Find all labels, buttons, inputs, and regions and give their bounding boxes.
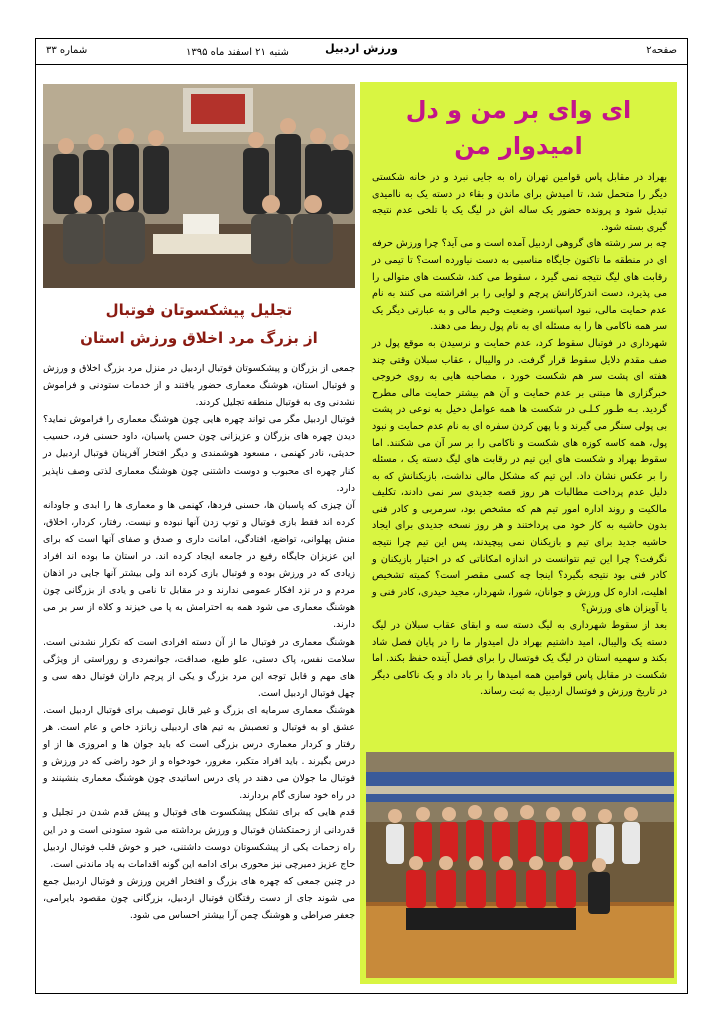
right-article-body (372, 170, 667, 701)
left-paragraph: در چنین جمعی که چهره های بزرگ و افتخار افرین ورزش و فوتبال اردبیل جمع می شوند جای از دست رفتگان فوتبال اردبیل، بزرگانی چون مقصود بایرامی، جعفر صراطی و هوشنگ چمن آرا بیشتر احساس می شود. (43, 875, 355, 921)
left-title-line2: از بزرگ مرد اخلاق ورزش استان (80, 329, 318, 347)
right-paragraph: چه بر سر رشته های گروهی اردبیل آمده است و می آید؟ چرا ورزش حرفه ای در منطقه ما تاکنون جایگاه مناسبی به دست نیاورده است؟ تا تیمی در رقابت های لیگ نتیجه نمی گیرد ، سقوط می کند، شکست های متوالی را می پذیرد، دست اندرکارانش پرچم و لوایی را بر افراشته می کنند به نام عدم حمایت مالی، نبود اسپانسر، وضعیت وخیم مالی و به عبارتی دیگر یک سر همه ناکامی ها را به مسئله ای به نام پول ربط می دهند. (372, 238, 667, 333)
right-title-line1: ای وای بر من و دل (405, 96, 632, 124)
right-paragraph: بهراد در مقابل پاس قوامین تهران راه به جایی نبرد و در خانه شکستی دیگر را متحمل شد، تا امیدش برای ماندن و بقاء در دسته یک به ناامیدی تبدیل شود و پرونده حضور یک ساله اش در لیگ یک با تلخی عدم نتیجه گیری بسته شود. (372, 172, 667, 233)
left-article-body (43, 360, 355, 924)
left-title-line1: تجلیل پیشکسوتان فوتبال (105, 301, 293, 319)
section-title: ورزش اردبیل (325, 42, 398, 55)
left-article-title (43, 296, 355, 352)
right-paragraph: شهرداری در فوتبال سقوط کرد، عدم حمایت و نرسیدن به موقع پول در صف مقدم دلایل سقوط قرار گرفت. در والیبال ، عقاب سبلان وقتی چند هفته ای پشت سر هم شکست خورد ، مصاحبه هایی به روی خروجی خبرگزاری ها مبتنی بر عدم حمایت و آن هم بیشتر حمایت مالی مطرح گردید. بـه طـور کـلـی در شکست ها همه عوامل دخیل به نوعی در پشت بی پولی سنگر می گیرند و با پهن کردن سفره ای به نام عدم حمایت و نبود پول، همه کاسه کوزه های شکست و ناکامی را بر سر آن می شکنند. اما سقوط بهراد و شکست های این تیم در رقابت های لیگ دسته یک ، مسئله را بر عکس نشان داد. این تیم که مشکل مالی نداشت، بازیکنانش که به دلیل عدم پرداخت مطالبات هر روز قصه جدیدی سر نمی دادند، تکلیف مالکیت و روند اداره امور تیم هم که مشخص بود، سرمربی و کادر فنی بدون حاشیه به کار خود می پرداختند و هر روز نسخه جدیدی برای ایجاد حاشیه جدید برای تیم و بازیکنان نمی پیچیدند، پس این تیم چرا نتیجه نگرفت؟ چرا این تیم نتوانست در اندازه امکاناتی که در اختیار بازیکنان و کادر فنی بود نتیجه بگیرد؟ اینجا چه کسی مقصر است؟ کمیته تشخیص اهلیت، اداره کل ورزش و جوانان، شورا، شهردار، مجید حیدری، کادر فنی و یا آویزان های ورزش؟ (372, 337, 667, 615)
right-paragraph: بعد از سقوط شهرداری به لیگ دسته سه و ابقای عقاب سبلان در لیگ دسته یک والیبال، امید داشتیم بهراد دل امیدوار ما را در پایان فصل شاد بکند و سهمیه استان در لیگ یک فوتسال را برای فصل آینده حفظ بکند. اما شکست در مقابل پاس قوامین همه امیدها را بر باد داد و یک ناکامی دیگر در تاریخ ورزش و فوتسال اردبیل به ثبت رساند. (372, 620, 667, 698)
right-title-line2: امیدوار من (454, 132, 583, 160)
left-paragraph: هوشنگ معماری سرمایه ای بزرگ و غیر قابل توصیف برای فوتبال اردبیل است. عشق او به فوتبال و تعصبش به تیم های اردبیلی زبانزد خاص و عام است. هر رفتار و کردار معماری درس بزرگی است که باید جوان ها و امروزی ها از او درس بگیرند . باید افراد متکبر، مغرور، خودخواه و از خود راضی که در ورزش و فوتبال ما جولان می دهند در پای درس اساتیدی چون هوشنگ معماری بنشینند و در راه خود سازی گام بردارند. (43, 704, 355, 802)
group-photo-illustration (43, 84, 355, 288)
team-photo (366, 752, 674, 978)
group-photo (43, 84, 355, 288)
right-article-title (360, 92, 677, 164)
issue-number: شماره ۳۳ (46, 45, 88, 56)
page-number: صفحه۲ (646, 45, 677, 56)
left-paragraph: هوشنگ معماری در فوتبال ما از آن دسته افرادی است که تکرار نشدنی است. سلامت نفس، پاک دستی، علو طبع، صداقت، جوانمردی و روراستی از ویژگی های مهم و قابل توجه این مرد بزرگ و یکی از پرچم داران فوتبال دهه سی و چهل فوتبال اردبیل است. (43, 636, 355, 699)
left-paragraph: آن چیزی که پاسبان ها، حسنی فردها، کهنمی ها و معماری ها را ابدی و جاودانه کرده اند فقط بازی فوتبال و توپ زدن آنها نبوده و نیست. رفتار، کردار، اخلاق، منش پهلوانی، تواضع، افتادگی، امانت داری و صدق و صفای آنها است که برای این عزیزان جایگاه رفیع در جامعه ایجاد کرده اند. در استان ما بوده اند افراد زیادی که در ورزش بوده و فوتبال بازی کرده اند ولی بیشتر آنها جایی در اذهان مردم و در نزد افکار عمومی ندارند و در مقابل تا نامی و یادی از بزرگانی چون هوشنگ معماری می شود همه به احترامش به پا می خیزند و کلاه از سر بر می دارند. (43, 499, 355, 631)
left-paragraph: فوتبال اردبیل مگر می تواند چهره هایی چون هوشنگ معماری را فراموش نماید؟ دیدن چهره های بزرگان و عزیزانی چون حسن پاسبان، داود حسنی فرد، حسیب حدیثی، نادر کهنمی ، مسعود هوشمندی و دیگر افتخار آفرینان فوتبال اردبیل در کنار چهره ای محبوب و دوست داشتنی چون هوشنگ معماری لذتی وصف ناپذیر دارد. (43, 414, 355, 494)
left-paragraph: قدم هایی که برای تشکل پیشکسوت های فوتبال و پیش قدم شدن در تجلیل و قدردانی از زحمتکشان فوتبال و ورزش برداشته می شود ستودنی است و در این راه زحمات یکی از پیشکسوتان دوست داشتنی، خیر و خوش قلب فوتبال اردبیل حاج عزیز دمیرچی نیز محوری برای ادامه این گونه اقدامات به یاد ماندنی است. (43, 807, 355, 870)
page-header (36, 38, 687, 65)
team-photo-illustration (366, 752, 674, 978)
issue-date: شنبه ۲۱ اسفند ماه ۱۳۹۵ (186, 47, 289, 58)
left-paragraph: جمعی از بزرگان و پیشکسوتان فوتبال اردبیل در منزل مرد بزرگ اخلاق و ورزش و فوتبال استان، هوشنگ معماری حضور یافتند و از خدمات ستودنی و فراموش نشدنی وی به فوتبال منطقه تجلیل کردند. (43, 363, 355, 409)
